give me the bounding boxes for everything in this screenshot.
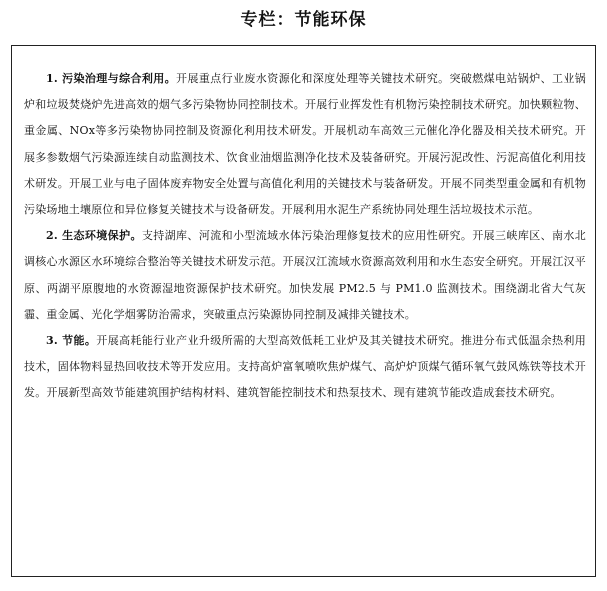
section-energy-saving (24, 328, 586, 407)
page-title: 专栏：节能环保 (240, 10, 367, 30)
section-ecology-protection (24, 223, 586, 328)
section-heading: 3. 节能。 (46, 334, 97, 348)
section-body: 开展重点行业废水资源化和深度处理等关键技术研究。突破燃煤电站锅炉、工业锅炉和垃圾焚烧炉先进高效的烟气多污染物协同控制技术。开展行业挥发性有机物污染控制技术研究。加快颗粒物、重金属、NOx等多污染物协同控制及资源化利用技术研发。开展机动车高效三元催化净化器及相关技术研究。开展多参数烟气污染源连续自动监测技术、饮食业油烟监测净化技术及装备研究。开展污泥改性、污泥高值化利用技术研发。开展工业与电子固体废弃物安全处置与高值化利用的关键技术与装备研发。开展不同类型重金属和有机物污染场地土壤原位和异位修复关键技术与设备研发。开展利用水泥生产系统协同处理生活垃圾技术示范。 (24, 72, 586, 217)
section-body: 支持湖库、河流和小型流域水体污染治理修复技术的应用性研究。开展三峡库区、南水北调核心水源区水环境综合整治等关键技术研发示范。开展汉江流域水资源高效利用和水生态安全研究。开展江汉平原、两湖平原腹地的水资源湿地资源保护技术研究。加快发展 PM2.5 与 PM1.0 监测技术。围绕湖北省大气灰霾、重金属、光化学烟雾防治需求，突破重点污染源协同控制及减排关键技术。 (24, 229, 586, 321)
section-pollution-control (24, 66, 586, 223)
column-box (11, 45, 596, 577)
section-heading: 1. 污染治理与综合利用。 (46, 72, 177, 85)
section-heading: 2. 生态环境保护。 (46, 229, 142, 243)
section-body: 开展高耗能行业产业升级所需的大型高效低耗工业炉及其关键技术研究。推进分布式低温余热利用技术，固体物料显热回收技术等开发应用。支持高炉富氧喷吹焦炉煤气、高炉炉顶煤气循环氧气鼓风炼铁等技术开发。开展新型高效节能建筑围护结构材料、建筑智能控制技术和热泵技术、现有建筑节能改造成套技术研究。 (24, 334, 586, 400)
